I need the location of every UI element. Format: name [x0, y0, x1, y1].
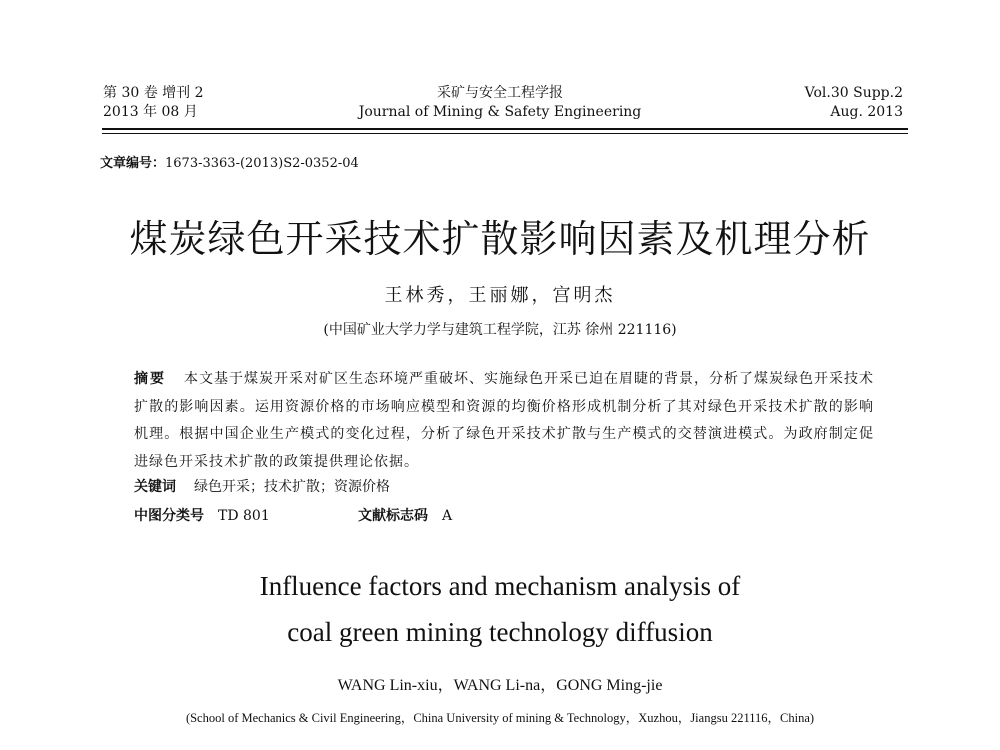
document-code [358, 505, 452, 525]
abstract-label: 摘要 [134, 371, 166, 387]
clc-value: TD 801 [218, 508, 270, 524]
abstract [134, 366, 874, 476]
publication-date-cn: 2013 年 08 月 [103, 104, 198, 120]
article-number [100, 152, 359, 171]
abstract-text: 本文基于煤炭开采对矿区生态环境严重破坏、实施绿色开采已迫在眉睫的背景，分析了煤炭绿色开采技术扩散的影响因素。运用资源价格的市场响应模型和资源的均衡价格形成机制分析了其对绿色开采技术扩散的影响机理。根据中国企业生产模式的变化过程，分析了绿色开采技术扩散与生产模式的交替演进模式。为政府制定促进绿色开采技术扩散的政策提供理论依据。 [134, 371, 874, 470]
authors-cn: 王林秀，王丽娜，宫明杰 [384, 285, 616, 306]
page-title-en-line2: coal green mining technology diffusion [287, 617, 713, 647]
keywords-label: 关键词 [134, 479, 176, 495]
page-title-cn: 煤炭绿色开采技术扩散影响因素及机理分析 [129, 217, 871, 261]
header-rule-thin [102, 133, 908, 134]
affiliation-cn: (中国矿业大学力学与建筑工程学院，江苏 徐州 221116) [323, 322, 677, 338]
publication-date-en: Aug. 2013 [830, 104, 903, 120]
document-code-label: 文献标志码 [358, 508, 428, 524]
journal-name-cn: 采矿与安全工程学报 [437, 85, 563, 101]
authors-en: WANG Lin-xiu，WANG Li-na，GONG Ming-jie [337, 677, 663, 694]
affiliation-en: (School of Mechanics & Civil Engineering，China University of mining & Technology，Xuzhou，Jiangsu 221116，China) [185, 711, 815, 725]
keywords [134, 476, 390, 496]
journal-name-en: Journal of Mining & Safety Engineering [358, 104, 642, 120]
classification-number [134, 505, 270, 525]
document-code-value: A [442, 508, 453, 524]
volume-issue: 第 30 卷 增刊 2 [103, 85, 204, 101]
volume-supp: Vol.30 Supp.2 [804, 85, 903, 101]
page-title-en-line1: Influence factors and mechanism analysis of [259, 571, 741, 601]
journal-volume-info-en [805, 84, 903, 122]
header-rule-thick [102, 128, 908, 130]
article-number-label: 文章编号： [100, 156, 166, 171]
clc-label: 中图分类号 [134, 508, 204, 524]
keywords-text: 绿色开采；技术扩散；资源价格 [194, 479, 390, 495]
article-number-value: 1673-3363-(2013)S2-0352-04 [165, 156, 359, 171]
